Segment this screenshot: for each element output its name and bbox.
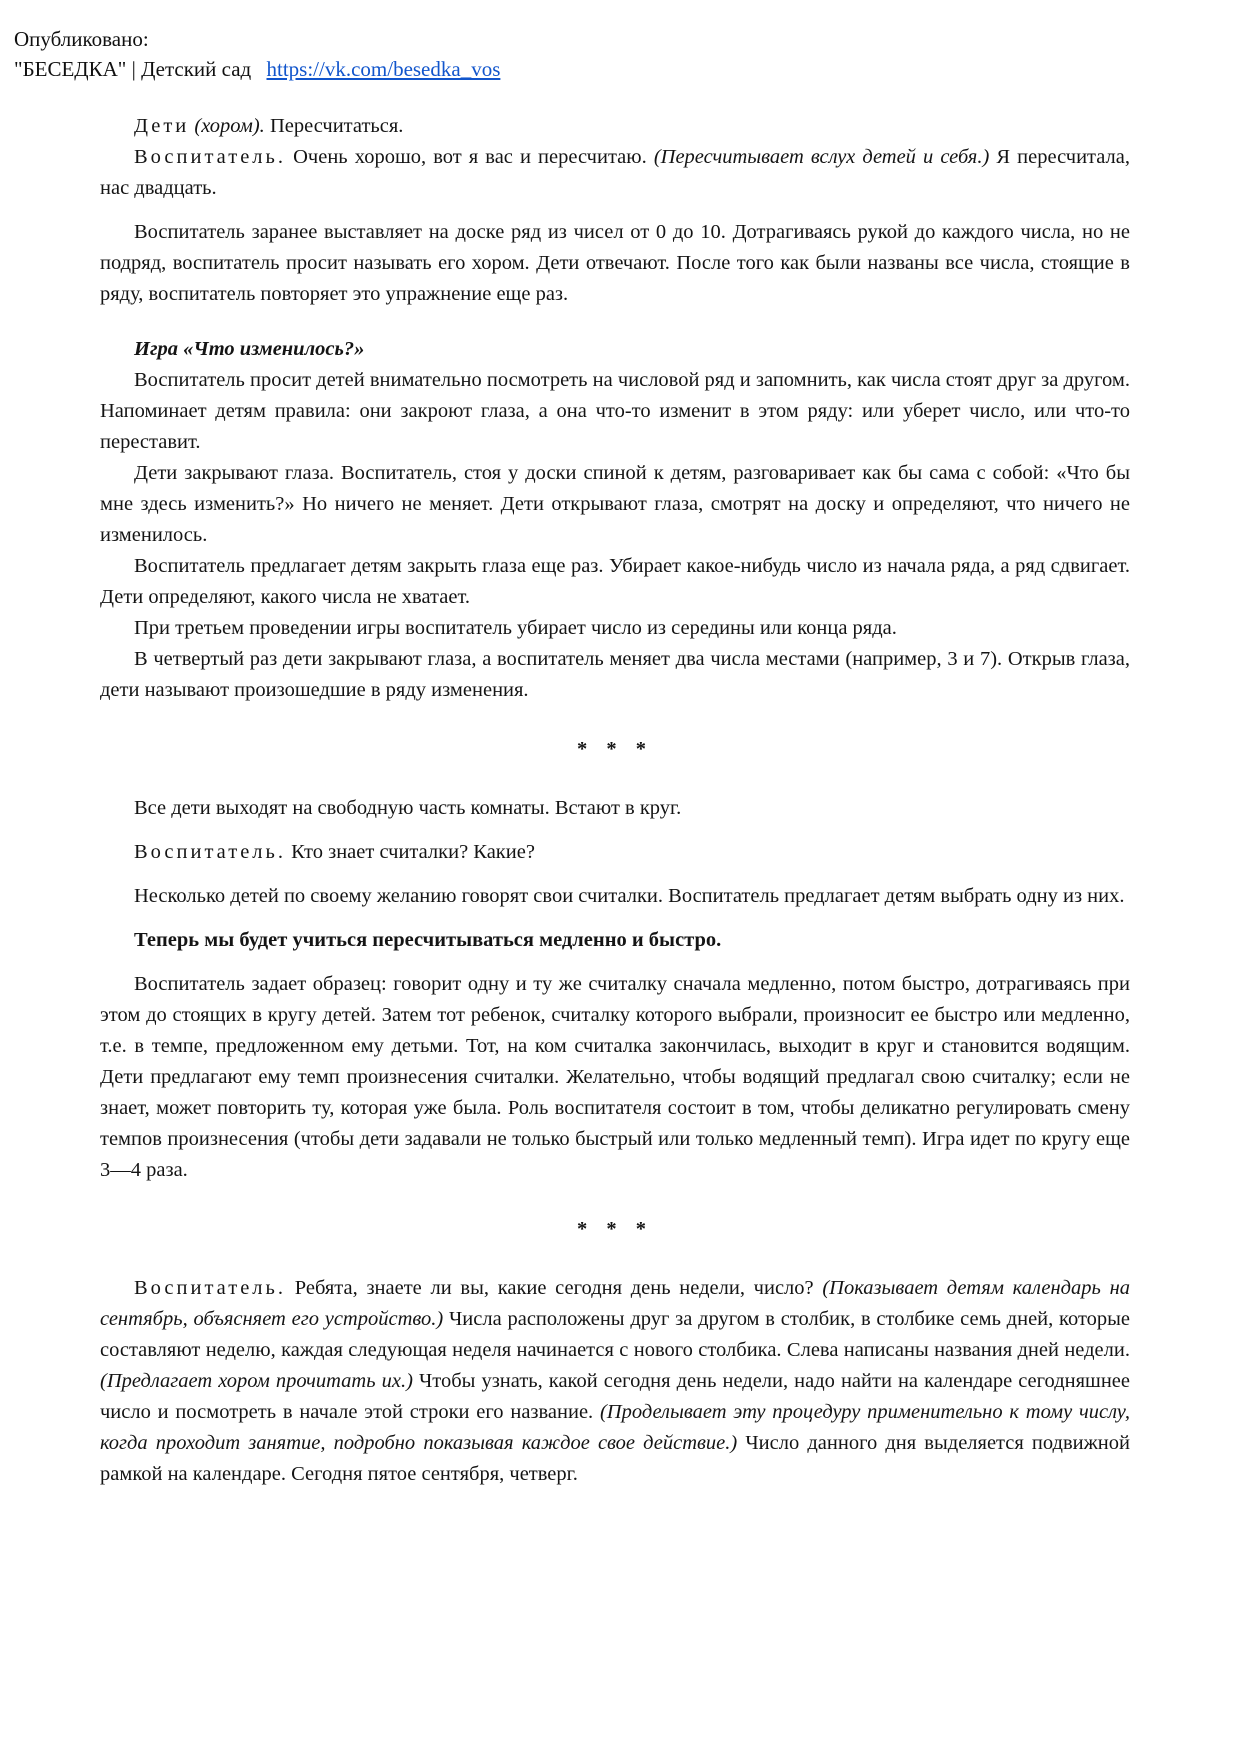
emphasis-line (100, 925, 1130, 956)
text-segment: (Пересчитывает вслух детей и себя.) (653, 145, 990, 168)
dialog-line-children (100, 111, 1130, 142)
dialog-line-teacher (100, 142, 1130, 204)
published-label: Опубликовано: (14, 27, 149, 51)
text-segment: Воспитатель заранее выставляет на доске ряд из чисел от 0 до 10. Дотрагиваясь рукой до каждого числа, но не подряд, воспитатель просит называть его хором. Дети отвечают. После того как были названы все числа, стоящие в ряду, воспитатель повторяет это упражнение еще раз. (100, 220, 1130, 305)
narration-paragraph (100, 217, 1130, 310)
text-segment: Несколько детей по своему желанию говорят свои считалки. Воспитатель предлагает детям выбрать одну из них. (134, 884, 1125, 907)
narration-paragraph (100, 551, 1130, 613)
text-segment: В четвертый раз дети закрывают глаза, а воспитатель меняет два числа местами (например, 3 и 7). Открыв глаза, дети называют произошедшие в ряду изменения. (100, 647, 1130, 701)
text-segment: Воспитатель. (134, 145, 287, 168)
dialog-line-teacher (100, 837, 1130, 868)
publish-header (0, 0, 1240, 85)
text-segment: Воспитатель задает образец: говорит одну и ту же считалку сначала медленно, потом быстро, дотрагиваясь при этом до стоящих в кругу детей. Затем тот ребенок, считалку которого выбрали, произносит ее быстро или медленно, т.е. в темпе, предложенном ему детьми. Тот, на ком считалка закончилась, выходит в круг и становится водящим. Дети предлагают ему темп произнесения считалки. Желательно, чтобы водящий предлагал свою считалку; если не знает, может повторить ту, которая уже была. Роль воспитателя состоит в том, чтобы деликатно регулировать смену темпов произнесения (чтобы дети задавали не только быстрый или только медленный темп). Игра идет по кругу еще 3—4 раза. (100, 972, 1130, 1181)
narration-paragraph (100, 613, 1130, 644)
dialog-line-teacher (100, 1273, 1130, 1490)
text-segment: Воспитатель просит детей внимательно посмотреть на числовой ряд и запомнить, как числа стоят друг за другом. Напоминает детям правила: они закроют глаза, а она что-то изменит в этом ряду: или уберет число, или что-то переставит. (100, 368, 1130, 453)
text-segment: (Проделывает эту процедуру применительно к тому числу, когда проходит занятие, подробно показывая каждое свое действие.) (100, 1400, 1131, 1454)
text-segment: * * * (577, 1217, 653, 1240)
text-segment: Воспитатель. (134, 840, 287, 863)
text-segment: Воспитатель предлагает детям закрыть глаза еще раз. Убирает какое-нибудь число из начала ряда, а ряд сдвигает. Дети определяют, какого числа не хватает. (100, 554, 1130, 608)
text-segment: (Предлагает хором прочитать их.) (100, 1369, 413, 1392)
source-label: "БЕСЕДКА" | Детский сад (14, 57, 252, 82)
text-segment: Числа расположены друг за другом в столбик, в столбике семь дней, которые составляют неделю, каждая следующая неделя начинается с нового столбика. Слева написаны названия дней недели. (100, 1307, 1130, 1361)
text-segment: Все дети выходят на свободную часть комнаты. Встают в круг. (134, 796, 682, 819)
narration-paragraph (100, 365, 1130, 458)
narration-paragraph (100, 644, 1130, 706)
text-segment: Ребята, знаете ли вы, какие сегодня день недели, число? (286, 1276, 823, 1299)
source-line (14, 54, 1220, 84)
text-segment: Кто знает считалки? Какие? (286, 840, 535, 863)
text-segment: Игра «Что изменилось?» (134, 337, 365, 360)
narration-paragraph (100, 793, 1130, 824)
text-segment: (хором). (194, 114, 265, 137)
text-segment: Дети (134, 114, 190, 137)
source-link[interactable]: https://vk.com/besedka_vos (266, 57, 501, 82)
text-segment: * * * (577, 737, 653, 760)
text-segment: Пересчитаться. (264, 114, 404, 137)
text-segment: Теперь мы будет учиться пересчитываться медленно и быстро. (134, 928, 722, 951)
text-segment: (Показывает детям календарь на сентябрь, объясняет его устройство.) (100, 1276, 1130, 1330)
narration-paragraph (100, 969, 1130, 1186)
text-segment: Дети закрывают глаза. Воспитатель, стоя у доски спиной к детям, разговаривает как бы сама с собой: «Что бы мне здесь изменить?» Но ничего не меняет. Дети открывают глаза, смотрят на доску и определяют, что ничего не изменилось. (100, 461, 1130, 546)
text-segment: Очень хорошо, вот я вас и пересчитаю. (286, 145, 654, 168)
text-segment: Число данного дня выделяется подвижной рамкой на календаре. Сегодня пятое сентября, четверг. (100, 1431, 1130, 1485)
text-segment: Я пересчитала, нас двадцать. (100, 145, 1130, 199)
narration-paragraph (100, 458, 1130, 551)
text-segment: Чтобы узнать, какой сегодня день недели, надо найти на календаре сегодняшнее число и посмотреть в начале этой строки его название. (100, 1369, 1130, 1423)
game-heading (100, 334, 1130, 365)
text-segment: При третьем проведении игры воспитатель убирает число из середины или конца ряда. (134, 616, 897, 639)
section-separator (100, 1214, 1130, 1245)
text-segment: Воспитатель. (134, 1276, 287, 1299)
document-body (0, 85, 1240, 1490)
narration-paragraph (100, 881, 1130, 912)
section-separator (100, 734, 1130, 765)
